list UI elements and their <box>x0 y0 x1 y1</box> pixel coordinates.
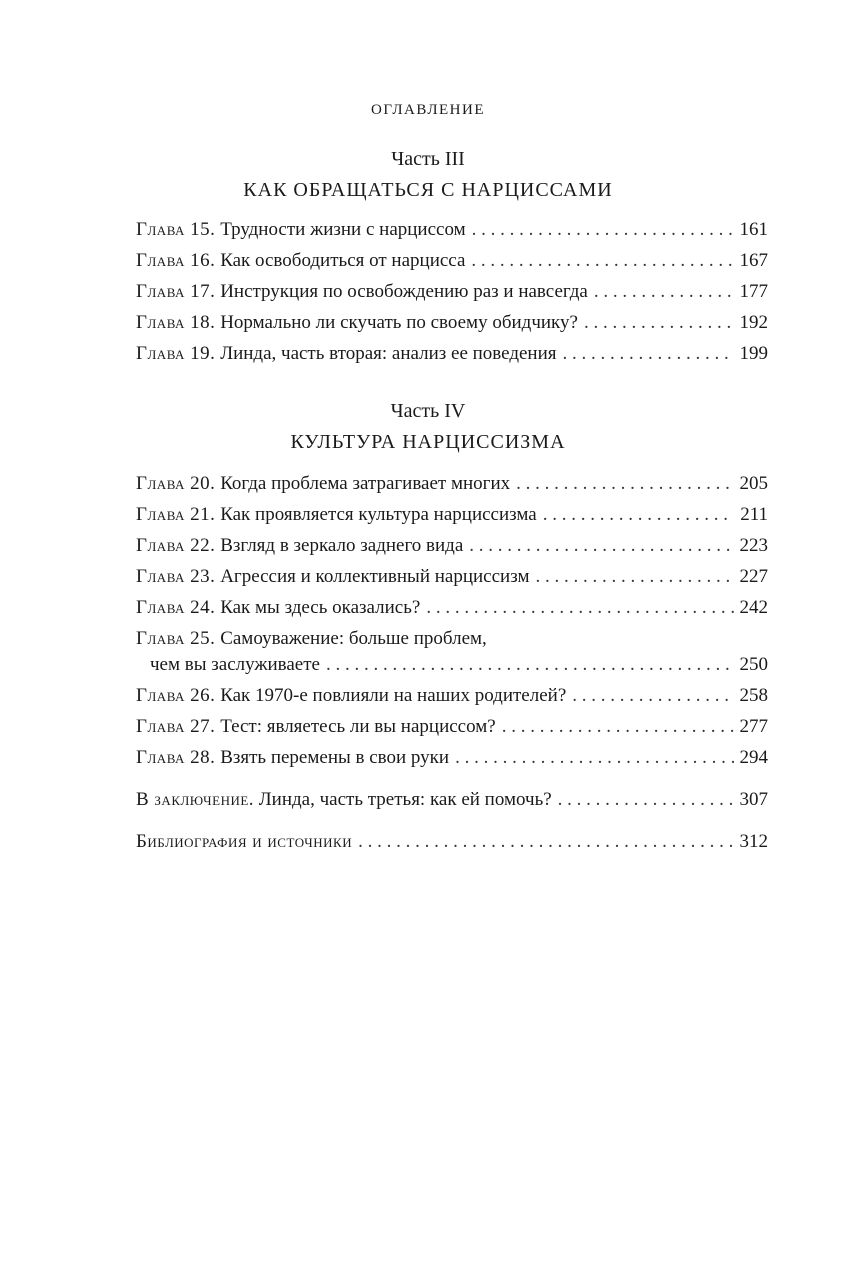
conclusion-title: Линда, часть третья: как ей помочь? <box>258 789 552 810</box>
toc-entry[interactable] <box>136 626 768 652</box>
page-number: 161 <box>739 219 768 240</box>
chapter-title: Как освободиться от нарцисса <box>220 250 466 271</box>
leader-dots <box>594 279 734 305</box>
chapter-label: Глава 18. <box>136 312 216 333</box>
chapter-title: Как проявляется культура нарциссизма <box>220 504 537 525</box>
leader-dots <box>426 595 733 621</box>
chapter-label: Глава 22. <box>136 535 216 556</box>
page-number: 223 <box>739 535 768 556</box>
leader-dots <box>472 217 734 243</box>
leader-dots <box>358 829 733 855</box>
chapter-label: Глава 21. <box>136 504 216 525</box>
chapter-label: Глава 28. <box>136 747 216 768</box>
toc-entry[interactable] <box>136 533 768 559</box>
toc-entry[interactable] <box>136 471 768 497</box>
leader-dots <box>516 471 733 497</box>
bibliography-label: Библиография и источники <box>136 831 353 852</box>
leader-dots <box>502 714 734 740</box>
page-number: 242 <box>739 597 768 618</box>
chapter-label: Глава 25. <box>136 628 216 649</box>
toc-entry[interactable] <box>136 745 768 771</box>
leader-dots <box>471 248 733 274</box>
chapter-title: Как 1970-е повлияли на наших родителей? <box>220 685 567 706</box>
leader-dots <box>326 652 734 678</box>
toc-entry[interactable] <box>136 310 768 336</box>
running-head: ОГЛАВЛЕНИЕ <box>371 102 485 118</box>
toc-entry[interactable] <box>136 217 768 243</box>
toc-entry[interactable] <box>136 595 768 621</box>
toc-entry-conclusion[interactable] <box>136 787 768 813</box>
toc-entry[interactable] <box>136 341 768 367</box>
page-number: 227 <box>739 566 768 587</box>
leader-dots <box>469 533 733 559</box>
toc-entry[interactable] <box>136 279 768 305</box>
part-heading <box>0 398 856 455</box>
chapter-label: Глава 23. <box>136 566 216 587</box>
page-number: 177 <box>739 281 768 302</box>
page-number: 250 <box>739 654 768 675</box>
leader-dots <box>558 787 734 813</box>
toc-entry[interactable] <box>136 502 768 528</box>
leader-dots <box>535 564 733 590</box>
page-number: 307 <box>739 789 768 810</box>
leader-dots <box>543 502 734 528</box>
page-number: 211 <box>740 504 768 525</box>
page-number: 294 <box>739 747 768 768</box>
chapter-title: Тест: являетесь ли вы нарциссом? <box>220 716 496 737</box>
chapter-title: Самоуважение: больше проблем, <box>220 628 487 649</box>
page-number: 258 <box>739 685 768 706</box>
chapter-title: Агрессия и коллективный нарциссизм <box>220 566 530 587</box>
chapter-label: Глава 24. <box>136 597 216 618</box>
chapter-title-continued: чем вы заслуживаете <box>150 654 320 675</box>
leader-dots <box>563 341 734 367</box>
leader-dots <box>584 310 734 336</box>
chapter-title: Взять перемены в свои руки <box>220 747 450 768</box>
toc-entry-continuation[interactable] <box>136 652 768 678</box>
page-number: 277 <box>739 716 768 737</box>
page-number: 205 <box>739 473 768 494</box>
chapter-label: Глава 26. <box>136 685 216 706</box>
toc-entry[interactable] <box>136 714 768 740</box>
part-heading <box>0 146 856 203</box>
part-title: КАК ОБРАЩАТЬСЯ С НАРЦИССАМИ <box>243 179 613 201</box>
chapter-label: Глава 27. <box>136 716 216 737</box>
toc-entry[interactable] <box>136 564 768 590</box>
chapter-title: Нормально ли скучать по своему обидчику? <box>220 312 578 333</box>
toc-entry-bibliography[interactable] <box>136 829 768 855</box>
chapter-title: Инструкция по освобождению раз и навсегда <box>220 281 588 302</box>
chapter-label: Глава 20. <box>136 473 216 494</box>
chapter-title: Линда, часть вторая: анализ ее поведения <box>220 343 557 364</box>
part-title: КУЛЬТУРА НАРЦИССИЗМА <box>290 431 566 453</box>
chapter-label: Глава 16. <box>136 250 216 271</box>
chapter-title: Взгляд в зеркало заднего вида <box>220 535 464 556</box>
part-number: Часть IV <box>390 400 466 422</box>
leader-dots <box>572 683 733 709</box>
page-number: 312 <box>739 831 768 852</box>
page-number: 199 <box>739 343 768 364</box>
chapter-title: Трудности жизни с нарциссом <box>220 219 466 240</box>
chapter-label: Глава 15. <box>136 219 216 240</box>
chapter-title: Когда проблема затрагивает многих <box>220 473 511 494</box>
chapter-title: Как мы здесь оказались? <box>220 597 421 618</box>
page-number: 192 <box>739 312 768 333</box>
conclusion-label: В заключение. <box>136 789 255 810</box>
toc-entry[interactable] <box>136 248 768 274</box>
chapter-label: Глава 17. <box>136 281 216 302</box>
toc-entry[interactable] <box>136 683 768 709</box>
chapter-label: Глава 19. <box>136 343 216 364</box>
leader-dots <box>455 745 733 771</box>
page-number: 167 <box>739 250 768 271</box>
part-number: Часть III <box>391 148 465 170</box>
